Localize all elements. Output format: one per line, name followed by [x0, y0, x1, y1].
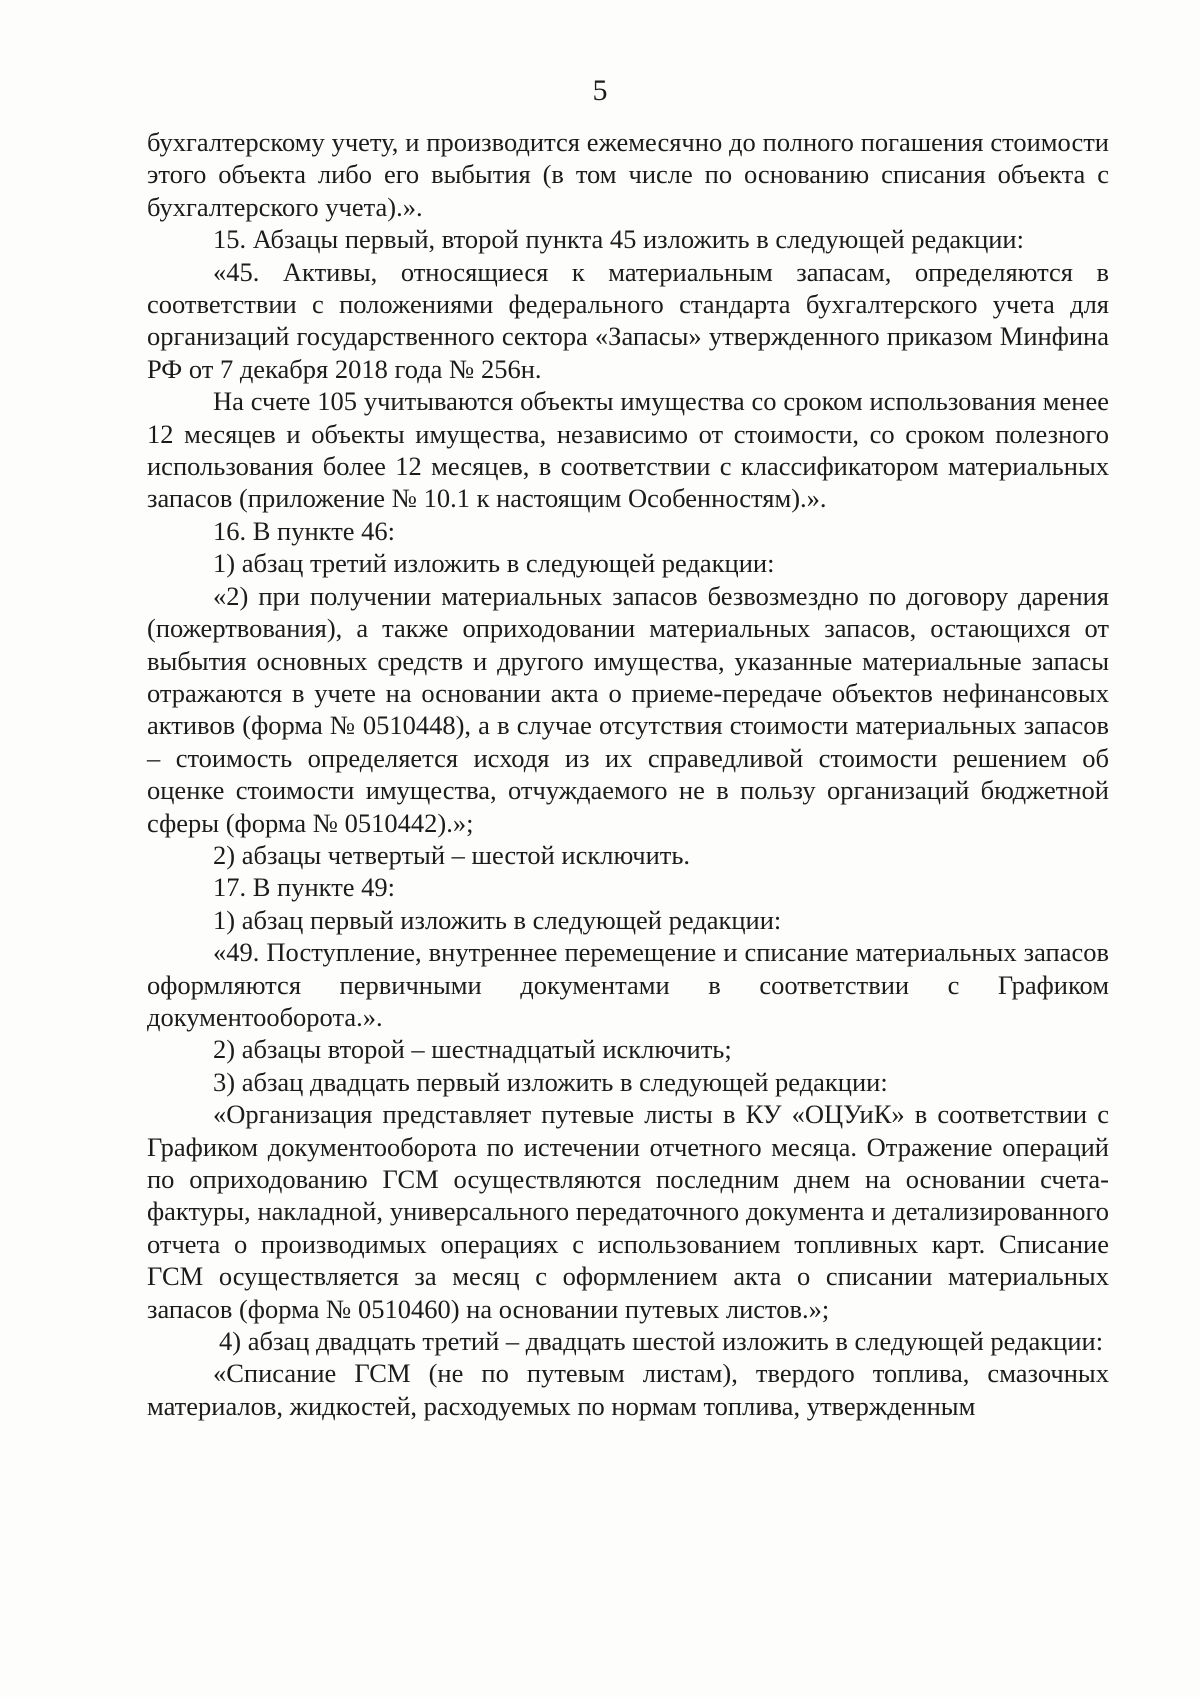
paragraph-item-15: 15. Абзацы первый, второй пункта 45 изложить в следующей редакции: — [213, 224, 1024, 255]
paragraph-item-16: 16. В пункте 46: — [213, 515, 396, 546]
paragraph-subitem-17-2: 2) абзацы второй – шестнадцатый исключить; — [213, 1034, 732, 1065]
paragraph-continuation: бухгалтерскому учету, и производится ежемесячно до полного погашения стоимости этого объекта либо его выбытия (в том числе по основанию списания объекта с бухгалтерского учета).». — [147, 127, 1109, 222]
paragraph-subitem-16-2: 2) абзацы четвертый – шестой исключить. — [213, 839, 691, 870]
paragraph-subitem-17-4: 4) абзац двадцать третий – двадцать шестой изложить в следующей редакции: — [219, 1326, 1104, 1357]
paragraph-item-17: 17. В пункте 49: — [213, 872, 396, 903]
paragraph-quote-organization: «Организация представляет путевые листы в КУ «ОЦУиК» в соответствии с Графиком документооборота по истечении отчетного месяца. Отражение операций по оприходованию ГСМ осуществляются последним днем на основании счета-фактуры, накладной, универсального передаточного документа и детализированного отчета о производимых операциях с использованием топливных карт. Списание ГСМ осуществляется за месяц с оформлением акта о списании материальных запасов (форма № 0510460) на основании путевых листов.»; — [147, 1099, 1109, 1324]
document-body — [147, 126, 1109, 1422]
paragraph-quote-gsm: «Списание ГСМ (не по путевым листам), твердого топлива, смазочных материалов, жидкостей, расходуемых по нормам топлива, утвержденным — [147, 1358, 1109, 1421]
paragraph-subitem-17-3: 3) абзац двадцать первый изложить в следующей редакции: — [213, 1066, 888, 1097]
paragraph-subitem-16-1: 1) абзац третий изложить в следующей редакции: — [213, 548, 775, 579]
paragraph-account-105: На счете 105 учитываются объекты имущества со сроком использования менее 12 месяцев и объекты имущества, независимо от стоимости, со сроком полезного использования более 12 месяцев, в соответствии с классификатором материальных запасов (приложение № 10.1 к настоящим Особенностям).». — [147, 386, 1109, 514]
paragraph-quote-2: «2) при получении материальных запасов безвозмездно по договору дарения (пожертвования), а также оприходовании материальных запасов, остающихся от выбытия основных средств и другого имущества, указанные материальные запасы отражаются в учете на основании акта о приеме-передаче объектов нефинансовых активов (форма № 0510448), а в случае отсутствия стоимости материальных запасов – стоимость определяется исходя из их справедливой стоимости решением об оценке стоимости имущества, отчуждаемого не в пользу организаций бюджетной сферы (форма № 0510442).»; — [147, 580, 1109, 838]
page-number: 5 — [592, 74, 608, 107]
paragraph-subitem-17-1: 1) абзац первый изложить в следующей редакции: — [213, 904, 782, 935]
paragraph-quote-49: «49. Поступление, внутреннее перемещение и списание материальных запасов оформляются первичными документами в соответствии с Графиком документооборота.». — [147, 937, 1109, 1032]
paragraph-quote-45: «45. Активы, относящиеся к материальным запасам, определяются в соответствии с положениями федерального стандарта бухгалтерского учета для организаций государственного сектора «Запасы» утвержденного приказом Минфина РФ от 7 декабря 2018 года № 256н. — [147, 256, 1109, 384]
